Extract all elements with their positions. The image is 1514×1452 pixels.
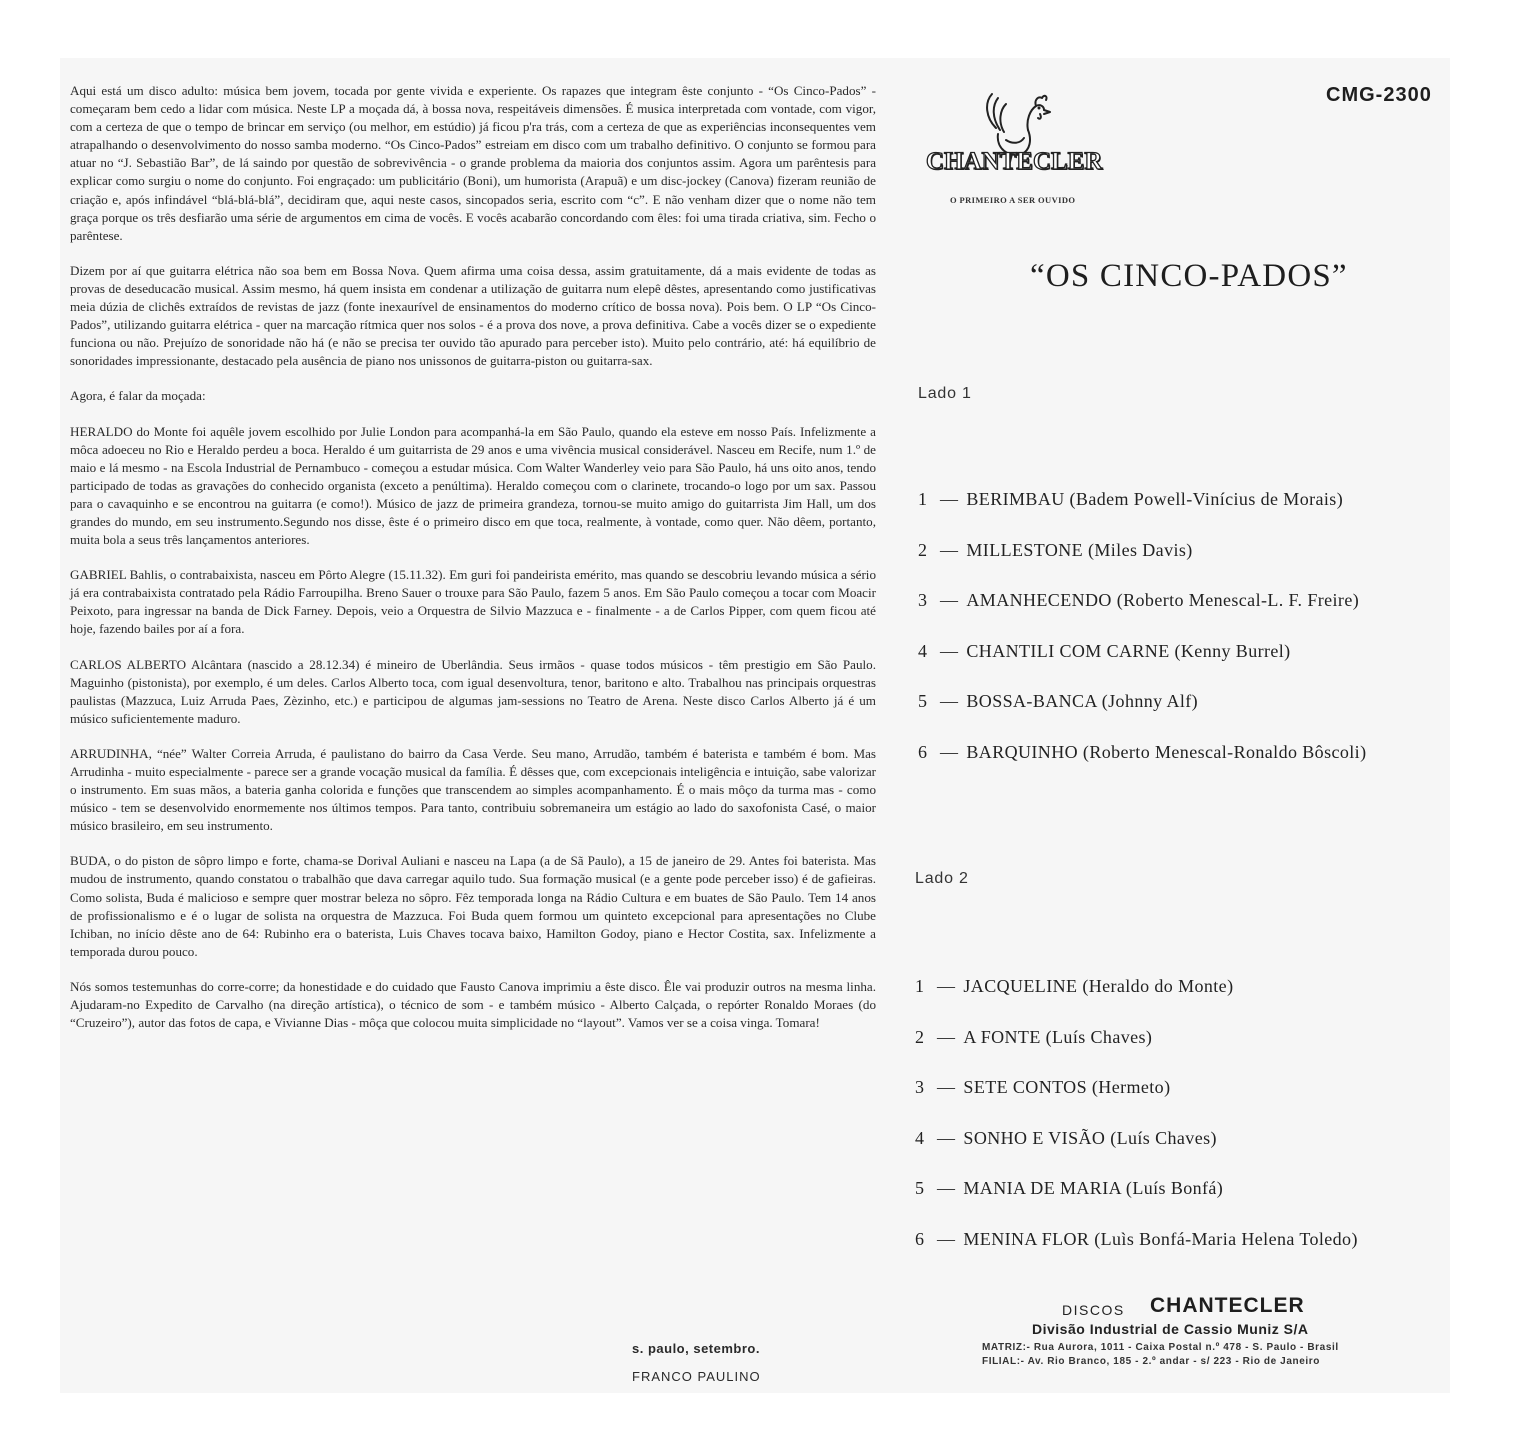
track-dash: — — [940, 691, 959, 711]
track-dash: — — [940, 539, 959, 560]
track-number: 4 — [918, 640, 928, 661]
track-credit: (Roberto Menescal-Ronaldo Bôscoli) — [1082, 741, 1367, 762]
track-row — [915, 1229, 1358, 1280]
track-row — [915, 1178, 1358, 1229]
footer-matriz-address: MATRIZ:- Rua Aurora, 1011 - Caixa Postal n.º 478 - S. Paulo - Brasil — [982, 1342, 1339, 1353]
track-dash: — — [940, 741, 959, 762]
track-credit: (Luís Chaves) — [1110, 1127, 1217, 1148]
brand-logo-text: CHANTECLER — [926, 148, 1103, 175]
track-number: 2 — [915, 1026, 925, 1047]
catalog-number: CMG-2300 — [1326, 84, 1432, 106]
liner-notes — [70, 82, 876, 1049]
track-row — [918, 590, 1366, 641]
track-title: AMANHECENDO — [966, 590, 1112, 610]
notes-paragraph: Nós somos testemunhas do corre-corre; da honestidade e do cuidado que Fausto Canova imprimiu a êste disco. Êle vai produzir outros na mesma linha. Ajudaram-no Expedito de Carvalho (na direção artística), o técnico de som - e também músico - Alberto Calçada, o repórter Ronaldo Moraes (do “Cruzeiro”), autor das fotos de capa, e Vivianne Dias - môça que colocou muita simplicidade no “layout”. Vamos ver se a coisa vinga. Tomara! — [70, 978, 876, 1031]
track-credit: (Luís Chaves) — [1045, 1026, 1153, 1047]
track-row — [918, 489, 1366, 540]
notes-paragraph: BUDA, o do piston de sôpro limpo e forte, chama-se Dorival Auliani e nasceu na Lapa (a de Sã Paulo), a 15 de janeiro de 29. Antes foi baterista. Mas mudou de instrumento, quando constatou o trabalhão que dava carregar aquilo tudo. Sua formação musical (e a gente pode perceber isso) é de gafieiras. Como solista, Buda é malicioso e sempre quer mostrar beleza no sôpro. Fêz temporada longa na Rádio Cultura e em buates de São Paulo. Tem 14 anos de profissionalismo e é o lugar de solista na orquestra de Mazzuca. Foi Buda quem formou um quinteto excepcional para apresentações no Clube Ichiban, no início dêste ano de 64: Rubinho era o baterista, Luis Chaves tocava baixo, Hamilton Godoy, piano e Hector Costita, sax. Infelizmente a temporada durou pouco. — [70, 853, 876, 959]
track-credit: (Hermeto) — [1091, 1077, 1171, 1097]
track-credit: (Luís Bonfá) — [1125, 1178, 1224, 1198]
track-number: 4 — [915, 1127, 925, 1148]
track-dash: — — [937, 1026, 956, 1047]
side-2-tracklist — [915, 976, 1358, 1279]
notes-paragraph: HERALDO do Monte foi aquêle jovem escolhido por Julie London para acompanhá-la em São Paulo, quando ela esteve em nosso País. Infelizmente a môca adoeceu no Rio e Heraldo perdeu a boca. Heraldo é um guitarrista de 29 anos e uma vivência musical considerável. Nasceu em Recife, num 1.º de maio e lá mesmo - na Escola Industrial de Pernambuco - começou a estudar música. Com Walter Wanderley veio para São Paulo, há uns oito anos, tendo participado de todas as gravações do conhecido organista (exceto a penúltima). Heraldo começou com o clarinete, trocando-o logo por um sax. Passou para o cavaquinho e se encontrou na guitarra (e como!). Músico de jazz de primeira grandeza, tornou-se muito amigo do guitarrista Jim Hall, um dos grandes do mundo, em seu instrumento.Segundo nos disse, êste é o primeiro disco em que toca, realmente, à vontade, como quer. Não dêem, portanto, muita bola a seus três lançamentos anteriores. — [70, 423, 876, 548]
side-2-label: Lado 2 — [915, 870, 969, 887]
track-credit: (Luìs Bonfá-Maria Helena Toledo) — [1094, 1228, 1358, 1249]
track-title: MANIA DE MARIA — [963, 1178, 1122, 1198]
track-row — [915, 1077, 1358, 1128]
track-number: 6 — [918, 741, 928, 762]
track-row — [918, 691, 1366, 742]
side-1-label: Lado 1 — [918, 385, 972, 402]
track-title: MILLESTONE — [966, 539, 1084, 560]
track-title: BARQUINHO — [966, 741, 1079, 762]
track-credit: (Miles Davis) — [1087, 539, 1193, 560]
track-title: CHANTILI COM CARNE — [966, 640, 1170, 661]
track-title: SONHO E VISÃO — [963, 1127, 1106, 1148]
footer-label-name: CHANTECLER — [1150, 1294, 1305, 1317]
track-row — [918, 540, 1366, 591]
track-title: MENINA FLOR — [963, 1228, 1090, 1249]
track-credit: (Johnny Alf) — [1101, 691, 1199, 711]
track-dash: — — [937, 976, 956, 996]
track-row — [918, 742, 1366, 793]
track-credit: (Roberto Menescal-L. F. Freire) — [1116, 590, 1360, 610]
track-number: 1 — [915, 976, 925, 996]
track-dash: — — [937, 1228, 956, 1249]
track-number: 5 — [918, 691, 928, 711]
album-title: “OS CINCO-PADOS” — [1030, 258, 1348, 294]
notes-author: FRANCO PAULINO — [632, 1369, 761, 1384]
track-credit: (Badem Powell-Vinícius de Morais) — [1069, 489, 1344, 509]
track-dash: — — [937, 1178, 956, 1198]
footer-discos: DISCOS — [1062, 1302, 1125, 1318]
track-row — [918, 641, 1366, 692]
track-credit: (Heraldo do Monte) — [1082, 976, 1234, 996]
notes-paragraph: ARRUDINHA, “née” Walter Correia Arruda, é paulistano do bairro da Casa Verde. Seu mano, Arrudão, também é baterista e também é bom. Mas Arrudinha - muito especialmente - parece ser a grande vocação musical da família. É dêsses que, com excepcionais inteligência e intuição, sabe valorizar o instrumento. Em suas mãos, a bateria ganha colorida e funções que transcendem ao simples acompanhamento. É o mais môço da turma mas - como músico - tem se desenvolvido enormemente nos últimos tempos. Para tanto, contribuiu sobremaneira um estágio ao lado do saxofonista Casé, o maior músico brasileiro, em seu instrumento. — [70, 745, 876, 834]
track-title: BOSSA-BANCA — [966, 691, 1097, 711]
track-title: A FONTE — [963, 1026, 1041, 1047]
track-number: 3 — [915, 1077, 925, 1097]
track-number: 5 — [915, 1178, 925, 1198]
track-dash: — — [937, 1077, 956, 1097]
brand-slogan: O PRIMEIRO A SER OUVIDO — [950, 195, 1076, 205]
track-row — [915, 976, 1358, 1027]
track-dash: — — [940, 640, 959, 661]
side-1-tracklist — [918, 489, 1366, 792]
track-number: 1 — [918, 489, 928, 509]
notes-paragraph: Dizem por aí que guitarra elétrica não soa bem em Bossa Nova. Quem afirma uma coisa dessa, assim gratuitamente, dá a mais evidente de todas as provas de deseducacão musical. Assim mesmo, há quem insista em condenar a utilização de guitarra num elepê dêstes, apresentando como justificativas meia dúzia de clichês extraídos de revistas de jazz (fonte inexaurível de ensinamentos do moderno crítico de bossa nova). Pois bem. O LP “Os Cinco-Pados”, utilizando guitarra elétrica - quer na marcação rítmica quer nos solos - é a prova dos nove, a prova definitiva. Cabe a vocês dizer se o expediente funciona ou não. Prejuízo de sonoridade não há (e não se precisa ter ouvido tão apurado para perceber isto). Muito pelo contrário, até: há equilíbrio de sonoridades impressionante, destacado pela ausência de piano nos unissonos de guitarra-piston ou guitarra-sax. — [70, 262, 876, 369]
notes-paragraph: CARLOS ALBERTO Alcântara (nascido a 28.12.34) é mineiro de Uberlândia. Seus irmãos - quase todos músicos - têm prestigio em São Paulo. Maguinho (pistonista), por exemplo, é um deles. Carlos Alberto toca, com igual desenvoltura, tenor, baritono e alto. Trabalhou nas principais orquestras paulistas (Mazzuca, Luiz Arruda Paes, Zèzinho, etc.) e participou de algumas jam-sessions no Teatro de Arena. Neste disco Carlos Alberto já é um músico suficientemente maduro. — [70, 656, 876, 726]
track-number: 3 — [918, 590, 928, 610]
notes-paragraph: GABRIEL Bahlis, o contrabaixista, nasceu em Pôrto Alegre (15.11.32). Em guri foi pandeirista emérito, mas quando se descobriu levando música a sério já era contrabaixista contratado pela Rádio Farroupilha. Breno Sauer o trouxe para São Paulo, fazem 5 anos. Em São Paulo começou a tocar com Moacir Peixoto, para ingressar na banda de Dick Farney. Depois, veio a Orquestra de Silvio Mazzuca e - finalmente - a de Carlos Pipper, com quem ficou até hoje, fazendo bailes por aí a fora. — [70, 567, 876, 637]
track-row — [915, 1128, 1358, 1179]
track-title: JACQUELINE — [963, 976, 1078, 996]
track-dash: — — [940, 489, 959, 509]
track-title: BERIMBAU — [966, 489, 1065, 509]
track-number: 6 — [915, 1228, 925, 1249]
footer-division: Divisão Industrial de Cassio Muniz S/A — [1032, 1321, 1309, 1337]
track-dash: — — [940, 590, 959, 610]
notes-place-date: s. paulo, setembro. — [632, 1341, 760, 1356]
track-credit: (Kenny Burrel) — [1174, 640, 1291, 661]
notes-paragraph: Aqui está um disco adulto: música bem jovem, tocada por gente vivida e experiente. Os rapazes que integram êste conjunto - “Os Cinco-Pados” - começaram bem cedo a lidar com música. Neste LP a moçada dá, à bossa nova, respeitáveis dimensões. É musica interpretada com vontade, com vigor, com a certeza de que o tempo de brincar em serviço (ou melhor, em estúdio) já ficou p'ra trás, com a certeza de que as experiências inconsequentes vem atrapalhando o desenvolvimento do nosso samba moderno. “Os Cinco-Pados” estreiam em disco com um trabalho definitivo. O conjunto se formou para atuar no “J. Sebastião Bar”, de lá saindo por questão de sobrevivência - o grande problema da maioria dos conjuntos assim. Agora um parêntesis para explicar como surgiu o nome do conjunto. Foi engraçado: um publicitário (Boni), um humorista (Arapuã) e um disc-jockey (Canova) fizeram reunião de criação e, após infindável “blá-blá-blá”, decidiram que, aqui neste casos, sincopados seria, escrito com “c”. E não venham dizer que o nome não tem graça porque os três desfiarão uma série de argumentos em cima de vocês. E vocês acabarão concordando com êles: foi uma tirada criativa, sim. Fecho o parêntese. — [70, 83, 876, 243]
track-row — [915, 1027, 1358, 1078]
footer-filial-address: FILIAL:- Av. Rio Branco, 185 - 2.º andar - s/ 223 - Rio de Janeiro — [982, 1356, 1320, 1367]
track-dash: — — [937, 1127, 956, 1148]
track-number: 2 — [918, 539, 928, 560]
notes-paragraph: Agora, é falar da moçada: — [70, 388, 206, 404]
track-title: SETE CONTOS — [963, 1077, 1087, 1097]
